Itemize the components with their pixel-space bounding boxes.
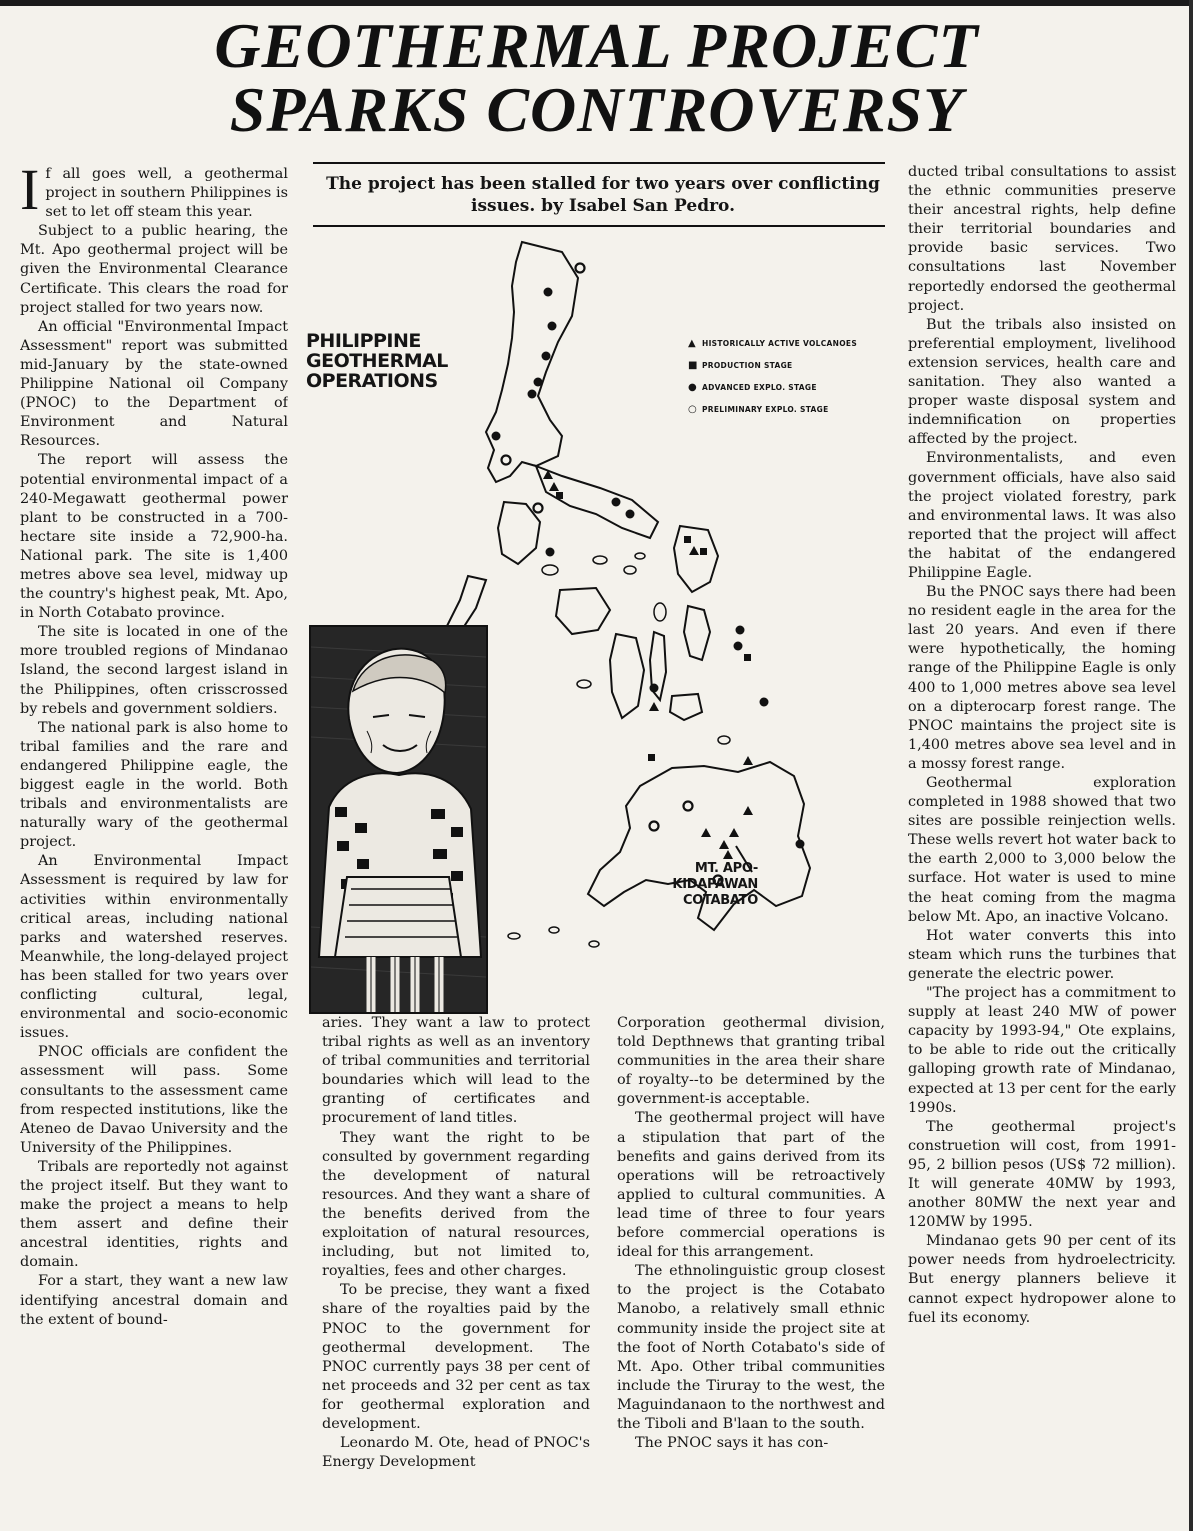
paragraph [908,927,1176,984]
filled-circle-icon: ● [688,382,698,393]
deck-rule-top [313,162,885,164]
paragraph [20,1158,288,1273]
panay-island [556,588,610,634]
legend-item-preliminary [688,399,857,421]
paragraph-text: Subject to a public hearing, the Mt. Apo geothermal project will be given the Environmental Clearance Certificate. This clears the road for project stalled for two years now. [20,223,288,316]
paragraph-text: Hot water converts this into steam which runs the turbines that generate the electric power. [908,927,1176,982]
paragraph-text: The geothermal project will have a stipulation that part of the benefits and gains derived from its operations will be retroactively applied to cultural communities. A lead time of three to four years before commercial operations is ideal for this arrangement. [617,1110,885,1261]
callout-line-1: MT. APO-KIDAPAWAN [672,861,758,892]
paragraph [322,1129,590,1282]
paragraph [322,1014,590,1129]
paragraph-text: For a start, they want a new law identifying ancestral domain and the extent of bound- [20,1273,288,1328]
bohol-island [670,694,702,720]
paragraph-text: But the tribals also insisted on preferential employment, livelihood extension services, health care and sanitation. They also wanted a proper waste disposal system and indemnification on properties affected by the project. [908,316,1176,448]
paragraph-text: f all goes well, a geothermal project in southern Philippines is set to let off steam this year. [45,166,288,221]
legend-item-volcanoes [688,333,857,355]
paragraph-text: They want the right to be consulted by government regarding the development of natural resources. And they want a share of the benefits derived from the exploitation of natural resources, including, but not limited to, royalties, fees and other charges. [322,1129,590,1280]
legend-label: PRELIMINARY EXPLO. STAGE [702,405,829,414]
article-column-4 [908,163,1176,1527]
paragraph [20,1043,288,1158]
drop-cap: I [20,165,40,222]
paragraph-text: The geothermal project's construetion will cost, from 1991-95, 2 billion pesos (US$ 72 million). It will generate 40MW by 1993, another 80MW the next year and 120MW by 1995. [908,1118,1176,1231]
paragraph-text: Mindanao gets 90 per cent of its power needs from hydroelectricity. But energy planners believe it cannot expect hydropower alone to fuel its economy. [908,1233,1176,1326]
paragraph [20,623,288,718]
paragraph [617,1109,885,1262]
paragraph [908,984,1176,1118]
paragraph-text: The ethnolinguistic group closest to the project is the Cotabato Manobo, a relatively small ethnic community inside the project site at the foot of North Cotabato's side of Mt. Apo. Other tribal communities include the Tiruray to the west, the Maguindanaon to the northwest and the Tiboli and B'laan to the south. [617,1263,885,1432]
paragraph [20,318,288,452]
paragraph [908,1118,1176,1233]
deck: The project has been stalled for two years over conflicting issues. by Isabel San Pedro. [326,174,880,216]
paragraph [20,451,288,623]
map-title-line-3: OPERATIONS [306,370,438,392]
legend-item-production [688,355,857,377]
article-column-3 [617,1014,885,1526]
paragraph-text: Environmentalists, and even government officials, have also said the project violated forestry, park and environmental laws. It was also reported that the project will affect the habitat of the endangered Philippine Eagle. [908,450,1176,581]
callout-line-2: COTABATO [683,893,758,908]
paragraph-text: The site is located in one of the more troubled regions of Mindanao Island, the second largest island in the Philippines, often crisscrossed by rebels and government soldiers. [20,624,288,717]
legend-label: PRODUCTION STAGE [702,361,793,370]
samar-island [674,526,718,592]
paragraph-text: Leonardo M. Ote, head of PNOC's Energy Development [322,1435,590,1471]
paragraph [20,852,288,1043]
paragraph [617,1262,885,1434]
paragraph-text: aries. They want a law to protect tribal rights as well as an inventory of tribal communities and territorial boundaries which will lead to the granting of certificates and procurement of land titles. [322,1015,590,1127]
map-title-line-2: GEOTHERMAL [306,350,448,372]
paragraph [322,1281,590,1434]
headline-line-2: SPARKS CONTROVERSY [229,74,964,145]
leyte-island [684,606,710,660]
bicol-peninsula [536,466,658,538]
map-legend [688,333,857,421]
paragraph [908,583,1176,774]
paragraph [908,316,1176,450]
paragraph-text: Corporation geothermal division, told Depthnews that granting tribal communities in the area their share of royalty--to be determined by the government-is acceptable. [617,1015,885,1108]
portrait-illustration [309,625,488,1014]
square-icon: ■ [688,360,698,371]
paragraph [20,222,288,317]
legend-label: HISTORICALLY ACTIVE VOLCANOES [702,339,858,348]
paragraph-text: The PNOC says it has con- [635,1435,829,1452]
top-border [0,0,1193,6]
paragraph [908,163,1176,316]
paragraph-text: Tribals are reportedly not against the project itself. But they want to make the project a means to help them assert and define their ancestral identities, rights and domain. [20,1158,288,1271]
paragraph [617,1014,885,1109]
article-column-2 [322,1014,590,1526]
paragraph [617,1434,885,1453]
paragraph-text: PNOC officials are confident the assessment will pass. Some consultants to the assessment came from respected institutions, like the Ateneo de Davao University and the University of the Philippines. [20,1044,288,1156]
paragraph-text: An Environmental Impact Assessment is required by law for activities within environmentally critical areas, including national parks and watershed reserves. Meanwhile, the long-delayed project has been stalled for two years over conflicting cultural, legal, environmental and socio-economic issues. [20,853,288,1042]
paragraph-text: The report will assess the potential environmental impact of a 240-Megawatt geothermal power plant to be constructed in a 700-hectare site inside a 72,900-ha. National park. The site is 1,400 metres above sea level, midway up the country's highest peak, Mt. Apo, in North Cotabato province. [20,452,288,622]
paragraph [20,165,288,222]
paragraph-text: "The project has a commitment to supply at least 240 MW of power capacity by 1993-94," Ote explains, to be able to ride out the critically galloping growth rate of Mindanao, expected at 13 per cent for the early 1990s. [908,985,1176,1116]
paragraph-text: Geothermal exploration completed in 1988 showed that two sites are possible reinjection wells. These wells revert hot water back to the earth 2,000 to 3,000 below the surface. Hot water is used to mine the heat coming from the magma below Mt. Apo, an inactive Volcano. [908,775,1176,925]
paragraph [908,1232,1176,1327]
triangle-icon: ▲ [688,338,696,349]
map-title [306,331,486,391]
paragraph [322,1434,590,1472]
headline-line-1: GEOTHERMAL PROJECT [214,10,979,81]
luzon-island [486,242,578,482]
tribal-elder-illustration [311,627,486,1012]
paragraph-text: ducted tribal consultations to assist the ethnic communities preserve their ancestral rights, help define their territorial boundaries and provide basic services. Two consultations last November reportedly endorsed the geothermal project. [908,164,1176,314]
paragraph-text: An official "Environmental Impact Assessment" report was submitted mid-January by the state-owned Philippine National oil Company (PNOC) to the Department of Environment and Natural Resources. [20,318,288,450]
legend-item-advanced [688,377,857,399]
paragraph [20,719,288,853]
deck-rule-bottom [313,225,885,227]
paragraph-text: To be precise, they want a fixed share of the royalties paid by the PNOC to the government for geothermal development. The PNOC currently pays 38 per cent of net proceeds and 32 per cent as tax for geothermal exploration and development. [322,1282,590,1432]
paragraph-text: The national park is also home to tribal families and the rare and endangered Philippine eagle, the biggest eagle in the world. Both tribals and environmentalists are naturally wary of the geothermal project. [20,719,288,851]
headline [0,10,1193,145]
open-circle-icon: ○ [688,404,698,415]
paragraph [908,449,1176,583]
paragraph [908,774,1176,927]
right-border [1189,0,1193,1531]
article-column-1 [20,165,288,1525]
map-callout [648,861,758,909]
paragraph [20,1272,288,1329]
map-title-line-1: PHILIPPINE [306,330,421,352]
legend-label: ADVANCED EXPLO. STAGE [702,383,817,392]
negros-island [610,634,644,718]
paragraph-text: Bu the PNOC says there had been no resident eagle in the area for the last 20 years. And even if there were hypothetically, the homing range of the Philippine Eagle is only 400 to 1,000 metres above sea level on a dipterocarp forest range. The PNOC maintains the project site is 1,400 metres above sea level and in a mossy forest range. [908,584,1176,772]
